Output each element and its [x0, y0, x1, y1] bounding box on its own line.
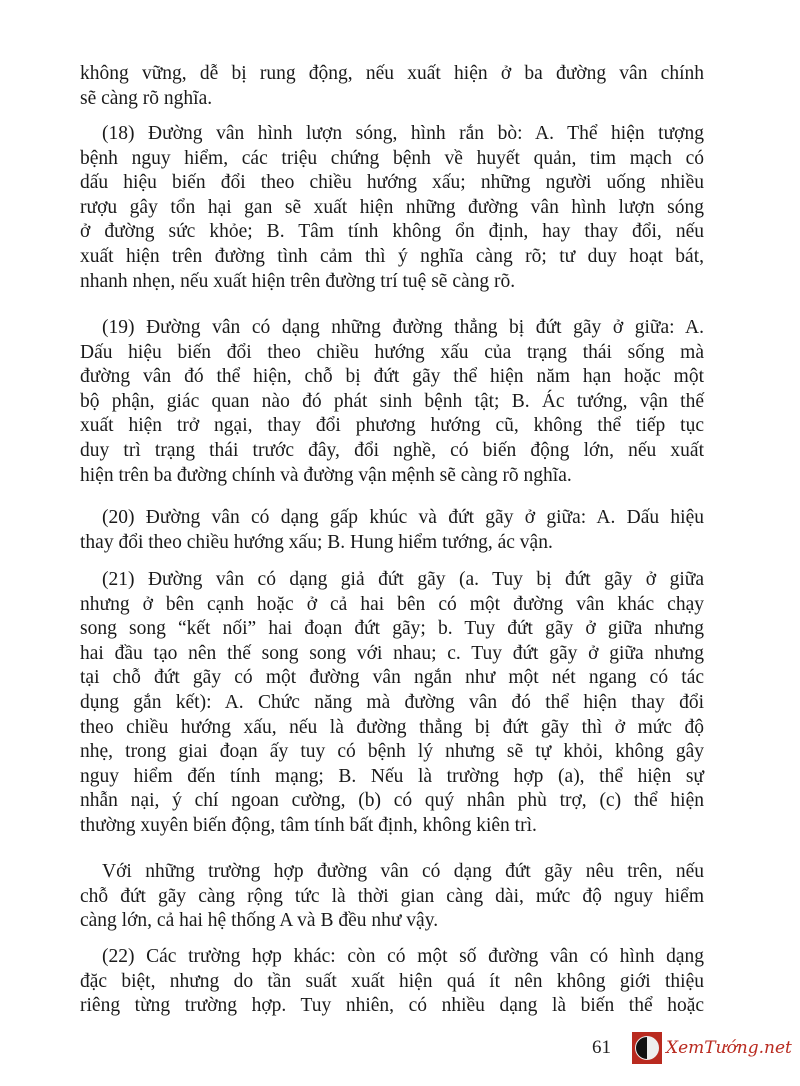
paragraph	[80, 122, 704, 294]
text-line: thường xuyên biến động, tâm tính bất định, không kiên trì.	[80, 814, 537, 836]
text-line: nhưng ở bên cạnh hoặc ở cả hai bên có một đường vân khác chạy	[80, 593, 704, 615]
yin-yang-icon	[632, 1032, 662, 1064]
text-line: bệnh nguy hiểm, các triệu chứng bệnh về huyết quản, tim mạch có	[80, 147, 704, 169]
text-line: Dấu hiệu biến đổi theo chiều hướng xấu của trạng thái sống mà	[80, 341, 704, 363]
paragraph	[80, 945, 704, 1019]
text-line: rượu gây tổn hại gan sẽ xuất hiện những đường vân hình lượn sóng	[80, 196, 704, 218]
text-line: song song “kết nối” hai đoạn đứt gãy; b. Tuy đứt gãy ở giữa nhưng	[80, 618, 704, 640]
text-line: (18) Đường vân hình lượn sóng, hình rắn bò: A. Thể hiện tượng	[102, 123, 704, 144]
text-line: xuất hiện trên đường tình cảm thì ý nghĩa càng rõ; tư duy hoạt bát,	[80, 245, 704, 267]
text-line: duy trì trạng thái trước đây, đổi nghề, có biến động lớn, nếu xuất	[80, 439, 704, 461]
text-line: (19) Đường vân có dạng những đường thẳng bị đứt gãy ở giữa: A.	[102, 317, 704, 338]
text-line: đặc biệt, nhưng do tần suất xuất hiện quá ít nên không giới thiệu	[80, 970, 704, 992]
text-line: nhẫn nại, ý chí ngoan cường, (b) có quý nhân phù trợ, (c) thể hiện	[80, 790, 704, 812]
text-line: dụng gắn kết): A. Chức năng mà đường vân đó thể hiện thay đổi	[80, 691, 704, 713]
paragraph	[80, 316, 704, 488]
text-line: tại chỗ đứt gãy có một đường vân ngắn như một nét ngang có tác	[80, 667, 704, 689]
text-line: càng lớn, cả hai hệ thống A và B đều như vậy.	[80, 910, 439, 932]
paragraph	[80, 860, 704, 934]
text-line: hai đầu tạo nên thế song song với nhau; c. Tuy đứt gãy ở giữa nhưng	[80, 642, 704, 664]
text-line: thay đổi theo chiều hướng xấu; B. Hung hiểm tướng, ác vận.	[80, 531, 553, 553]
paragraph	[80, 568, 704, 839]
text-line: sẽ càng rõ nghĩa.	[80, 87, 213, 109]
watermark-text: XemTướng.net	[666, 1038, 792, 1058]
text-line: đường vân đó thể hiện, chỗ bị đứt gãy thể hiện năm hạn hoặc một	[80, 366, 704, 388]
text-line: (22) Các trường hợp khác: còn có một số đường vân có hình dạng	[102, 946, 704, 967]
text-line: Với những trường hợp đường vân có dạng đứt gãy nêu trên, nếu	[102, 861, 704, 882]
text-line: ở đường sức khỏe; B. Tâm tính không ổn định, hay thay đổi, nếu	[80, 221, 704, 243]
text-line: (20) Đường vân có dạng gấp khúc và đứt gãy ở giữa: A. Dấu hiệu	[102, 507, 704, 528]
paragraph	[80, 62, 704, 111]
text-line: bộ phận, giác quan nào đó phát sinh bệnh tật; B. Ác tướng, vận thế	[80, 390, 704, 412]
watermark-logo	[632, 1032, 792, 1064]
text-line: riêng từng trường hợp. Tuy nhiên, có nhiều dạng là biến thể hoặc	[80, 995, 704, 1017]
page-number: 61	[592, 1037, 611, 1058]
text-line: dấu hiệu biến đổi theo chiều hướng xấu; những người uống nhiều	[80, 172, 704, 194]
text-line: nhanh nhẹn, nếu xuất hiện trên đường trí tuệ sẽ càng rõ.	[80, 270, 516, 292]
text-line: nhẹ, trong giai đoạn ấy tuy có bệnh lý nhưng sẽ tự khỏi, không gây	[80, 741, 704, 763]
text-line: theo chiều hướng xấu, nếu là đường thẳng bị đứt gãy thì ở mức độ	[80, 716, 704, 738]
text-line: (21) Đường vân có dạng giả đứt gãy (a. Tuy bị đứt gãy ở giữa	[102, 569, 704, 590]
text-line: hiện trên ba đường chính và đường vận mệnh sẽ càng rõ nghĩa.	[80, 464, 572, 486]
text-line: xuất hiện trở ngại, thay đổi phương hướng cũ, không thể tiếp tục	[80, 415, 704, 437]
paragraph	[80, 506, 704, 555]
text-line: nguy hiểm đến tính mạng; B. Nếu là trường hợp (a), thể hiện sự	[80, 765, 704, 787]
text-line: không vững, dễ bị rung động, nếu xuất hiện ở ba đường vân chính	[80, 63, 704, 84]
text-line: chỗ đứt gãy càng rộng tức là thời gian càng dài, mức độ nguy hiểm	[80, 885, 704, 907]
